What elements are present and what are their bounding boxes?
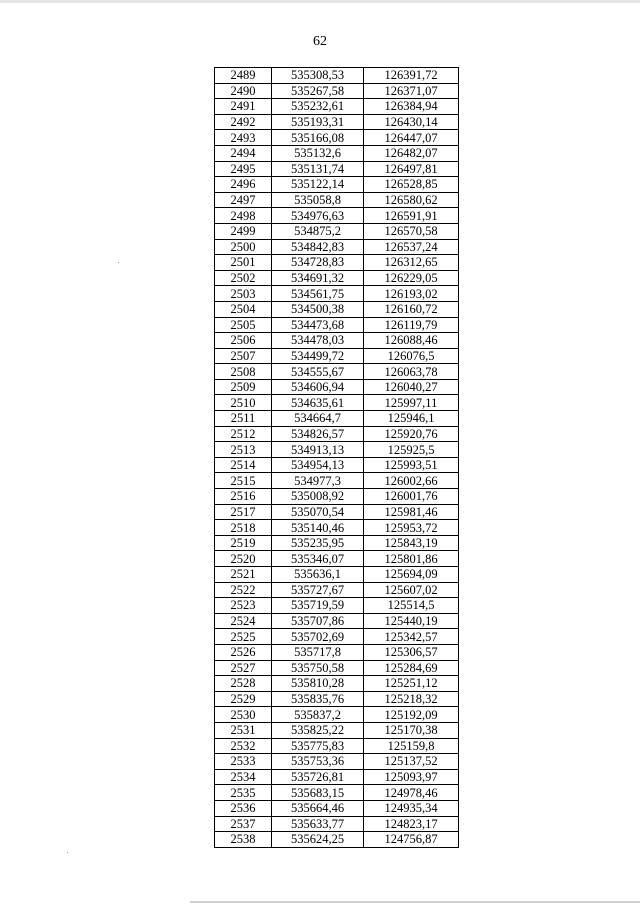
- y-coordinate-cell: 125920,76: [364, 426, 459, 442]
- x-coordinate-cell: 534913,13: [272, 442, 364, 458]
- point-number-cell: 2503: [215, 286, 272, 302]
- x-coordinate-cell: 534842,83: [272, 239, 364, 255]
- table-row: [215, 535, 459, 551]
- point-number-cell: 2494: [215, 145, 272, 161]
- x-coordinate-cell: 534473,68: [272, 317, 364, 333]
- point-number-cell: 2498: [215, 208, 272, 224]
- y-coordinate-cell: 126160,72: [364, 301, 459, 317]
- table-row: [215, 800, 459, 816]
- table-row: [215, 411, 459, 427]
- x-coordinate-cell: 535122,14: [272, 177, 364, 193]
- table-row: [215, 223, 459, 239]
- y-coordinate-cell: 125251,12: [364, 676, 459, 692]
- y-coordinate-cell: 126063,78: [364, 364, 459, 380]
- y-coordinate-cell: 126591,91: [364, 208, 459, 224]
- point-number-cell: 2520: [215, 551, 272, 567]
- x-coordinate-cell: 535346,07: [272, 551, 364, 567]
- x-coordinate-cell: 535719,59: [272, 598, 364, 614]
- x-coordinate-cell: 535702,69: [272, 629, 364, 645]
- x-coordinate-cell: 535140,46: [272, 520, 364, 536]
- x-coordinate-cell: 535810,28: [272, 676, 364, 692]
- table-row: [215, 442, 459, 458]
- x-coordinate-cell: 534561,75: [272, 286, 364, 302]
- y-coordinate-cell: 125306,57: [364, 644, 459, 660]
- x-coordinate-cell: 535683,15: [272, 785, 364, 801]
- table-row: [215, 239, 459, 255]
- y-coordinate-cell: 125170,38: [364, 722, 459, 738]
- x-coordinate-cell: 534664,7: [272, 411, 364, 427]
- y-coordinate-cell: 125137,52: [364, 754, 459, 770]
- x-coordinate-cell: 535633,77: [272, 816, 364, 832]
- y-coordinate-cell: 126119,79: [364, 317, 459, 333]
- point-number-cell: 2489: [215, 68, 272, 84]
- y-coordinate-cell: 126040,27: [364, 379, 459, 395]
- y-coordinate-cell: 126076,5: [364, 348, 459, 364]
- point-number-cell: 2529: [215, 691, 272, 707]
- y-coordinate-cell: 126537,24: [364, 239, 459, 255]
- y-coordinate-cell: 126391,72: [364, 68, 459, 84]
- x-coordinate-cell: 534976,63: [272, 208, 364, 224]
- point-number-cell: 2517: [215, 504, 272, 520]
- table-row: [215, 395, 459, 411]
- table-row: [215, 473, 459, 489]
- table-row: [215, 832, 459, 848]
- point-number-cell: 2490: [215, 83, 272, 99]
- y-coordinate-cell: 126580,62: [364, 192, 459, 208]
- point-number-cell: 2492: [215, 114, 272, 130]
- table-row: [215, 68, 459, 84]
- table-row: [215, 301, 459, 317]
- table-row: [215, 208, 459, 224]
- x-coordinate-cell: 534728,83: [272, 255, 364, 271]
- x-coordinate-cell: 535707,86: [272, 613, 364, 629]
- point-number-cell: 2525: [215, 629, 272, 645]
- y-coordinate-cell: 125093,97: [364, 769, 459, 785]
- y-coordinate-cell: 126497,81: [364, 161, 459, 177]
- y-coordinate-cell: 126482,07: [364, 145, 459, 161]
- y-coordinate-cell: 125953,72: [364, 520, 459, 536]
- y-coordinate-cell: 125843,19: [364, 535, 459, 551]
- point-number-cell: 2515: [215, 473, 272, 489]
- table-row: [215, 567, 459, 583]
- point-number-cell: 2533: [215, 754, 272, 770]
- table-row: [215, 504, 459, 520]
- point-number-cell: 2534: [215, 769, 272, 785]
- page-top-edge: [0, 0, 640, 3]
- y-coordinate-cell: 125801,86: [364, 551, 459, 567]
- y-coordinate-cell: 126371,07: [364, 83, 459, 99]
- table-row: [215, 738, 459, 754]
- x-coordinate-cell: 534500,38: [272, 301, 364, 317]
- table-row: [215, 426, 459, 442]
- y-coordinate-cell: 126447,07: [364, 130, 459, 146]
- x-coordinate-cell: 535131,74: [272, 161, 364, 177]
- y-coordinate-cell: 125993,51: [364, 457, 459, 473]
- x-coordinate-cell: 535232,61: [272, 99, 364, 115]
- point-number-cell: 2504: [215, 301, 272, 317]
- x-coordinate-cell: 534875,2: [272, 223, 364, 239]
- x-coordinate-cell: 535070,54: [272, 504, 364, 520]
- x-coordinate-cell: 535726,81: [272, 769, 364, 785]
- point-number-cell: 2516: [215, 489, 272, 505]
- table-row: [215, 598, 459, 614]
- x-coordinate-cell: 535753,36: [272, 754, 364, 770]
- y-coordinate-cell: 125342,57: [364, 629, 459, 645]
- point-number-cell: 2500: [215, 239, 272, 255]
- page-bottom-edge: [190, 901, 640, 903]
- point-number-cell: 2511: [215, 411, 272, 427]
- table-row: [215, 161, 459, 177]
- table-row: [215, 177, 459, 193]
- table-row: [215, 489, 459, 505]
- table-row: [215, 769, 459, 785]
- table-row: [215, 286, 459, 302]
- scan-speck: [118, 262, 119, 263]
- y-coordinate-cell: 125284,69: [364, 660, 459, 676]
- point-number-cell: 2509: [215, 379, 272, 395]
- y-coordinate-cell: 126384,94: [364, 99, 459, 115]
- x-coordinate-cell: 535624,25: [272, 832, 364, 848]
- x-coordinate-cell: 534606,94: [272, 379, 364, 395]
- point-number-cell: 2497: [215, 192, 272, 208]
- point-number-cell: 2523: [215, 598, 272, 614]
- x-coordinate-cell: 534499,72: [272, 348, 364, 364]
- x-coordinate-cell: 535825,22: [272, 722, 364, 738]
- x-coordinate-cell: 534555,67: [272, 364, 364, 380]
- table-row: [215, 722, 459, 738]
- x-coordinate-cell: 535717,8: [272, 644, 364, 660]
- table-row: [215, 145, 459, 161]
- x-coordinate-cell: 535835,76: [272, 691, 364, 707]
- x-coordinate-cell: 535664,46: [272, 800, 364, 816]
- x-coordinate-cell: 535775,83: [272, 738, 364, 754]
- table-row: [215, 785, 459, 801]
- x-coordinate-cell: 534478,03: [272, 333, 364, 349]
- point-number-cell: 2505: [215, 317, 272, 333]
- y-coordinate-cell: 125981,46: [364, 504, 459, 520]
- y-coordinate-cell: 126002,66: [364, 473, 459, 489]
- x-coordinate-cell: 535308,53: [272, 68, 364, 84]
- coordinates-table: [214, 67, 459, 848]
- table-row: [215, 754, 459, 770]
- x-coordinate-cell: 535636,1: [272, 567, 364, 583]
- y-coordinate-cell: 124935,34: [364, 800, 459, 816]
- table-row: [215, 130, 459, 146]
- table-row: [215, 691, 459, 707]
- table-row: [215, 676, 459, 692]
- point-number-cell: 2502: [215, 270, 272, 286]
- point-number-cell: 2518: [215, 520, 272, 536]
- y-coordinate-cell: 126570,58: [364, 223, 459, 239]
- table-row: [215, 613, 459, 629]
- table-row: [215, 192, 459, 208]
- x-coordinate-cell: 535058,8: [272, 192, 364, 208]
- table-row: [215, 660, 459, 676]
- x-coordinate-cell: 534635,61: [272, 395, 364, 411]
- table-row: [215, 707, 459, 723]
- x-coordinate-cell: 535008,92: [272, 489, 364, 505]
- y-coordinate-cell: 126193,02: [364, 286, 459, 302]
- point-number-cell: 2538: [215, 832, 272, 848]
- point-number-cell: 2508: [215, 364, 272, 380]
- y-coordinate-cell: 125946,1: [364, 411, 459, 427]
- point-number-cell: 2501: [215, 255, 272, 271]
- table-row: [215, 333, 459, 349]
- y-coordinate-cell: 126430,14: [364, 114, 459, 130]
- table-row: [215, 255, 459, 271]
- point-number-cell: 2526: [215, 644, 272, 660]
- coordinates-table-body: [215, 68, 459, 848]
- table-row: [215, 317, 459, 333]
- point-number-cell: 2521: [215, 567, 272, 583]
- table-row: [215, 99, 459, 115]
- y-coordinate-cell: 125440,19: [364, 613, 459, 629]
- point-number-cell: 2537: [215, 816, 272, 832]
- table-row: [215, 348, 459, 364]
- table-row: [215, 364, 459, 380]
- point-number-cell: 2499: [215, 223, 272, 239]
- table-row: [215, 520, 459, 536]
- x-coordinate-cell: 535235,95: [272, 535, 364, 551]
- y-coordinate-cell: 125997,11: [364, 395, 459, 411]
- point-number-cell: 2496: [215, 177, 272, 193]
- table-row: [215, 644, 459, 660]
- y-coordinate-cell: 126312,65: [364, 255, 459, 271]
- x-coordinate-cell: 535193,31: [272, 114, 364, 130]
- y-coordinate-cell: 126001,76: [364, 489, 459, 505]
- point-number-cell: 2512: [215, 426, 272, 442]
- table-row: [215, 114, 459, 130]
- point-number-cell: 2493: [215, 130, 272, 146]
- y-coordinate-cell: 125514,5: [364, 598, 459, 614]
- y-coordinate-cell: 125607,02: [364, 582, 459, 598]
- x-coordinate-cell: 535132,6: [272, 145, 364, 161]
- table-row: [215, 629, 459, 645]
- point-number-cell: 2527: [215, 660, 272, 676]
- x-coordinate-cell: 534954,13: [272, 457, 364, 473]
- x-coordinate-cell: 534691,32: [272, 270, 364, 286]
- point-number-cell: 2519: [215, 535, 272, 551]
- table-row: [215, 582, 459, 598]
- x-coordinate-cell: 535166,08: [272, 130, 364, 146]
- x-coordinate-cell: 534826,57: [272, 426, 364, 442]
- point-number-cell: 2536: [215, 800, 272, 816]
- y-coordinate-cell: 125218,32: [364, 691, 459, 707]
- table-row: [215, 379, 459, 395]
- table-row: [215, 551, 459, 567]
- point-number-cell: 2528: [215, 676, 272, 692]
- page-number: 62: [313, 34, 327, 49]
- x-coordinate-cell: 535267,58: [272, 83, 364, 99]
- point-number-cell: 2495: [215, 161, 272, 177]
- x-coordinate-cell: 534977,3: [272, 473, 364, 489]
- point-number-cell: 2510: [215, 395, 272, 411]
- table-row: [215, 270, 459, 286]
- table-row: [215, 83, 459, 99]
- point-number-cell: 2514: [215, 457, 272, 473]
- point-number-cell: 2522: [215, 582, 272, 598]
- point-number-cell: 2507: [215, 348, 272, 364]
- x-coordinate-cell: 535727,67: [272, 582, 364, 598]
- scan-speck: [67, 852, 68, 853]
- point-number-cell: 2506: [215, 333, 272, 349]
- y-coordinate-cell: 124756,87: [364, 832, 459, 848]
- y-coordinate-cell: 125694,09: [364, 567, 459, 583]
- point-number-cell: 2530: [215, 707, 272, 723]
- y-coordinate-cell: 124978,46: [364, 785, 459, 801]
- point-number-cell: 2532: [215, 738, 272, 754]
- y-coordinate-cell: 125159,8: [364, 738, 459, 754]
- point-number-cell: 2531: [215, 722, 272, 738]
- point-number-cell: 2524: [215, 613, 272, 629]
- y-coordinate-cell: 126229,05: [364, 270, 459, 286]
- point-number-cell: 2491: [215, 99, 272, 115]
- point-number-cell: 2535: [215, 785, 272, 801]
- point-number-cell: 2513: [215, 442, 272, 458]
- y-coordinate-cell: 126528,85: [364, 177, 459, 193]
- table-row: [215, 457, 459, 473]
- x-coordinate-cell: 535750,58: [272, 660, 364, 676]
- y-coordinate-cell: 124823,17: [364, 816, 459, 832]
- table-row: [215, 816, 459, 832]
- y-coordinate-cell: 125925,5: [364, 442, 459, 458]
- y-coordinate-cell: 125192,09: [364, 707, 459, 723]
- x-coordinate-cell: 535837,2: [272, 707, 364, 723]
- y-coordinate-cell: 126088,46: [364, 333, 459, 349]
